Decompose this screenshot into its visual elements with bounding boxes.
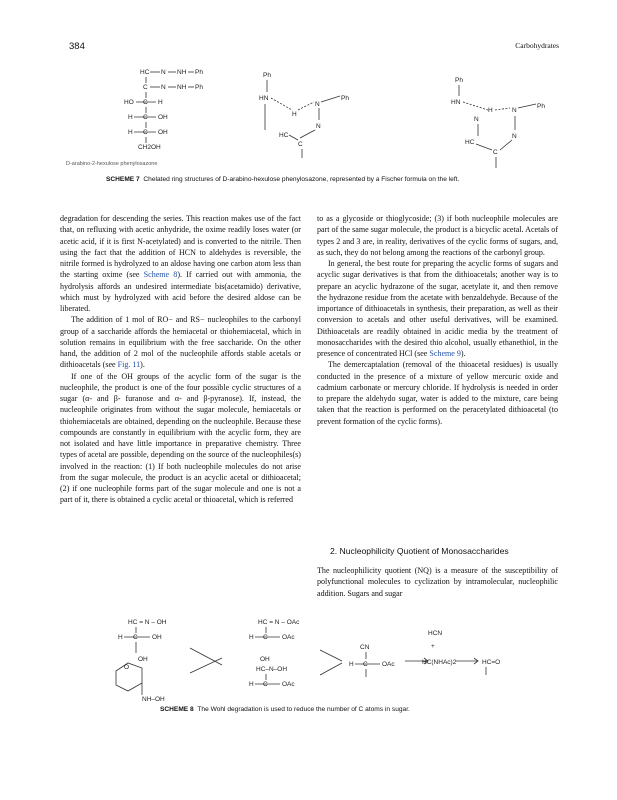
scheme8-arrows-2 [320,650,342,675]
mid-ph-top: Ph [263,72,271,79]
s8-hcnoac: HC = N – OAc [258,619,300,626]
fig11-link[interactable]: Fig. 11 [117,360,141,370]
s8-h3: H [249,681,254,688]
s8-hco: HC=O [482,659,501,666]
scheme8-link[interactable]: Scheme 8 [143,270,178,280]
s8-hcn: HCN [428,630,443,637]
s8-h4: H [349,661,354,668]
mid-c: C [298,141,303,148]
left-p2-text: The addition of 1 mol of RO− and RS− nucleophiles to the carbonyl group of a saccharide affords the hemiacetal or thiohemiacetal, which in solution remains in equilibrium with the free saccharide. On the other hand, the addition of 2 mol of the nucleophile affords stable acetals or dithioacetals (see [60,315,301,370]
fischer-ph1: Ph [195,69,203,76]
s8-c2: C [263,634,268,641]
scheme8-arrows-1 [190,648,222,673]
fischer-c2: C [143,84,148,91]
fischer-hc: HC [140,69,150,76]
fischer-oh4: OH [158,114,168,121]
left-p1 [60,213,301,314]
fischer-c3: C [143,99,148,106]
scheme9-link[interactable]: Scheme 9 [429,349,461,358]
page-header [69,41,559,53]
left-p1-end: ). If carried out with ammonia, the hydrolysis affords an undesired intermediate bis(acetamido) derivative, which must by hydrolyzed with acid before the desired aldose can be liberated. [60,270,301,313]
s8-c3: C [263,681,268,688]
fischer-h5: H [128,129,133,136]
fischer-label: D-arabino-2-hexulose phenylosazone [66,161,158,167]
right-p2-end: ). [460,349,466,358]
scheme7-caption [106,175,538,184]
right-p3: The demercaptalation (removal of the thioacetal residues) is usually conducted in the presence of a mixture of yellow mercuric oxide and cadmium carbonate or mercury chloride. If hydrolysis is needed in order to prepare the aldehydo sugar, water is added to the mixture, care being taken that the reaction is performed on the peracetylated dithioacetal (to prevent formation of the cyclic forms). [317,360,558,426]
mid-hn: HN [259,95,269,102]
scheme8-figure [110,613,540,705]
left-p2-end: ). [140,360,145,370]
s8-h1: H [118,634,123,641]
s8-c4: C [363,661,368,668]
scheme8-products [422,630,500,675]
fischer-ph2: Ph [195,84,203,91]
fischer-nh1: NH [177,69,187,76]
s8-or: OH [260,656,270,663]
mid-n-low: N [316,123,321,130]
s8-hcnoh2: HC–N–OH [256,666,288,673]
s8-ring-o: O [124,664,130,671]
left-column [60,213,301,506]
scheme8-label: SCHEME 8 [160,706,194,713]
scheme8-svg [110,613,540,705]
scheme8-caption [160,705,540,714]
right-ph-right: Ph [537,103,545,110]
scheme7-svg [60,58,560,176]
right-n-low: N [512,133,517,140]
s8-cn: CN [360,644,370,651]
s8-plus: + [431,643,435,650]
scheme8-nitrile [349,644,395,677]
right-column [317,213,558,427]
page-number: 384 [69,41,85,52]
s8-h2: H [249,634,254,641]
s8-oh2: OH [138,656,148,663]
s8-oac1: OAc [282,634,295,641]
left-p3: If one of the OH groups of the acyclic form of the sugar is the nucleophile, the product is one of the four possible cyclic structures of a sugar (α- and β- furanose and α- and β-pyranose). If, instead, the nucleophile originates from without the sugar molecule, hemiacetals or thiohemiacetals are obtained, depending on the nucleophile. Because these compounds are constantly in equilibrium with the acyclic form, they are not isolated and have little importance in preparative chemistry. Three types of acetal are possible, depending on the source of the nucleophiles(s) involved in the reaction: (1) If both nucleophile molecules do not arise from the sugar molecule, the product is an acyclic acetal or dithioacetal; (2) if one nucleophile forms part of the sugar molecule and one is not a part of it, there is obtained a cyclic acetal or thioacetal, which is referred [60,371,301,505]
scheme8-oxime [116,619,167,703]
fischer-h3: H [158,99,163,106]
fischer-ch2oh: CH2OH [138,144,161,151]
scheme7-fischer [66,69,203,167]
scheme7-figure [60,58,560,176]
scheme7-chelate-middle [259,72,349,158]
fischer-nh2: NH [177,84,187,91]
mid-ph-right: Ph [341,95,349,102]
right-c: C [493,149,498,156]
s8-c1: C [133,634,138,641]
mid-hc: HC [279,132,289,139]
right-hc: HC [465,139,475,146]
s8-oac2: OAc [282,681,295,688]
left-p2 [60,314,301,370]
right-n-right: N [512,107,517,114]
s8-hcnhac2: HC(NHAc)2 [422,659,457,666]
fischer-h4: H [128,114,133,121]
right-p2-text: In general, the best route for preparing the acyclic forms of sugars and acyclic sugar derivatives is that from the dithioacetals; another way is to prepare an acyclic hydrazone of the sugar, acetylate it, and then remove the hydrazone residue from the acetate with benzaldehyde. Because of the importance of dithioacetals in synthesis, their preparation, as well as their conversion to acetals and other useful derivatives, will be examined. Dithioacetals are readily obtained in acidic media by the treatment of monosaccharides with the desired thio alcohol, usually ethanethiol, in the presence of concentrated HCl (see [317,259,558,358]
scheme7-chelate-right [451,77,545,168]
scheme7-label: SCHEME 7 [106,176,140,183]
right-n-mid: N [474,116,479,123]
mid-n-top: N [315,101,320,108]
running-title: Carbohydrates [515,41,559,50]
fischer-n2: N [161,84,166,91]
mid-h: H [292,111,297,118]
right-p4: The nucleophilicity quotient (NQ) is a measure of the susceptibility of polyfunctional molecules to cyclization by intramolecular, nucleophilic addition. Sugars and sugar [317,566,558,598]
right-h: H [488,107,493,114]
s8-nhoh: NH–OH [142,696,165,703]
right-p1: to as a glycoside or thioglycoside; (3) if both nucleophile molecules are part of the same sugar molecule, the product is a bicyclic acetal. Acetals of types 2 and 3 are, in reality, derivatives of the cyclic forms of sugars, and, as such, they do not belong among the reactions of the carbonyl group. [317,214,558,257]
section-title: 2. Nucleophilicity Quotient of Monosaccharides [330,546,509,556]
right-column-bottom [317,565,558,599]
s8-hcnoh: HC = N – OH [128,619,167,626]
fischer-c5: C [143,129,148,136]
fischer-n1: N [161,69,166,76]
right-ph-top: Ph [455,77,463,84]
right-p2 [317,258,558,359]
fischer-c4: C [143,114,148,121]
fischer-ho3: HO [124,99,134,106]
fischer-oh5: OH [158,129,168,136]
s8-oh1: OH [152,634,162,641]
right-hn: HN [451,99,461,106]
left-p1-text: degradation for descending the series. This reaction makes use of the fact that, on refluxing with acetic anhydride, the oxime readily loses water (or acetic acid, if it is first N-acetylated) and is converted to the nitrile. Then using the fact that the addition of HCN to aldehydes is reversible, the nitrile formed is hydrolyzed to an aldose having one carbon atom less than the starting oxime (see [60,214,301,280]
scheme8-caption-text: The Wohl degradation is used to reduce the number of C atoms in sugar. [197,706,410,713]
s8-oac3: OAc [382,661,395,668]
scheme7-caption-text: Chelated ring structures of D-arabino-hexulose phenylosazone, represented by a Fischer formula on the left. [143,176,460,183]
scheme8-acetylated [249,619,300,688]
